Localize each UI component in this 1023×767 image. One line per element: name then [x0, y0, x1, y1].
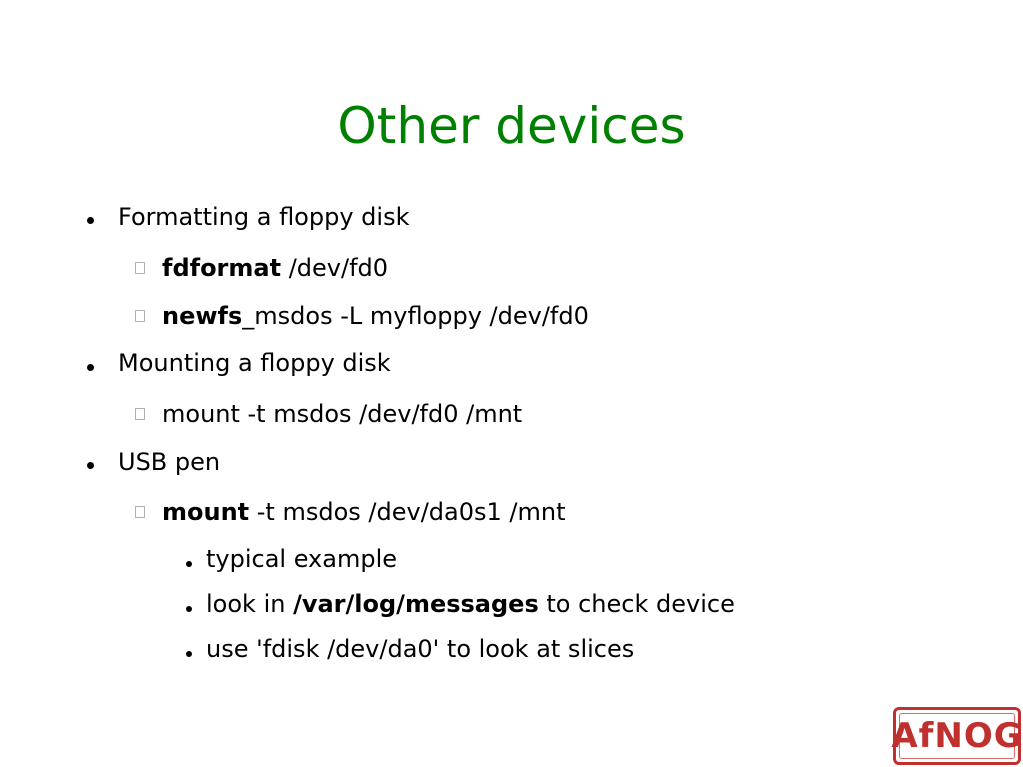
text-prefix: look in [206, 590, 294, 618]
bullet-box [135, 408, 145, 420]
command-name: mount [162, 498, 250, 526]
bullet-small-dot [186, 651, 192, 657]
bullet-mount-usb [162, 497, 565, 527]
bullet-box [135, 310, 145, 322]
bullet-box [135, 506, 145, 518]
bullet-fdisk: use 'fdisk /dev/da0' to look at slices [206, 635, 635, 663]
command-args: -t msdos /dev/da0s1 /mnt [249, 498, 566, 526]
bullet-mounting: Mounting a floppy disk [118, 349, 391, 377]
bullet-typical-example: typical example [206, 545, 398, 573]
command-name: fdformat [162, 254, 282, 282]
bullet-usb-pen: USB pen [118, 448, 221, 476]
bullet-newfs [162, 301, 589, 331]
bullet-mount-floppy: mount -t msdos /dev/fd0 /mnt [162, 400, 523, 428]
bullet-dot [87, 217, 94, 224]
bullet-small-dot [186, 561, 192, 567]
bullet-small-dot [186, 606, 192, 612]
bullet-fdformat [162, 253, 388, 283]
command-name: newfs [162, 302, 243, 330]
bullet-look-in [206, 589, 735, 619]
log-path: /var/log/messages [293, 590, 539, 618]
slide-title: Other devices [337, 97, 686, 155]
logo-text: AfNOG [891, 716, 1023, 756]
bullet-dot [87, 364, 94, 371]
bullet-formatting: Formatting a floppy disk [118, 203, 410, 231]
afnog-logo [893, 707, 1021, 765]
bullet-box [135, 262, 145, 274]
command-args: /dev/fd0 [281, 254, 389, 282]
bullet-dot [87, 462, 94, 469]
text-suffix: to check device [538, 590, 735, 618]
command-args: _msdos -L myfloppy /dev/fd0 [242, 302, 589, 330]
